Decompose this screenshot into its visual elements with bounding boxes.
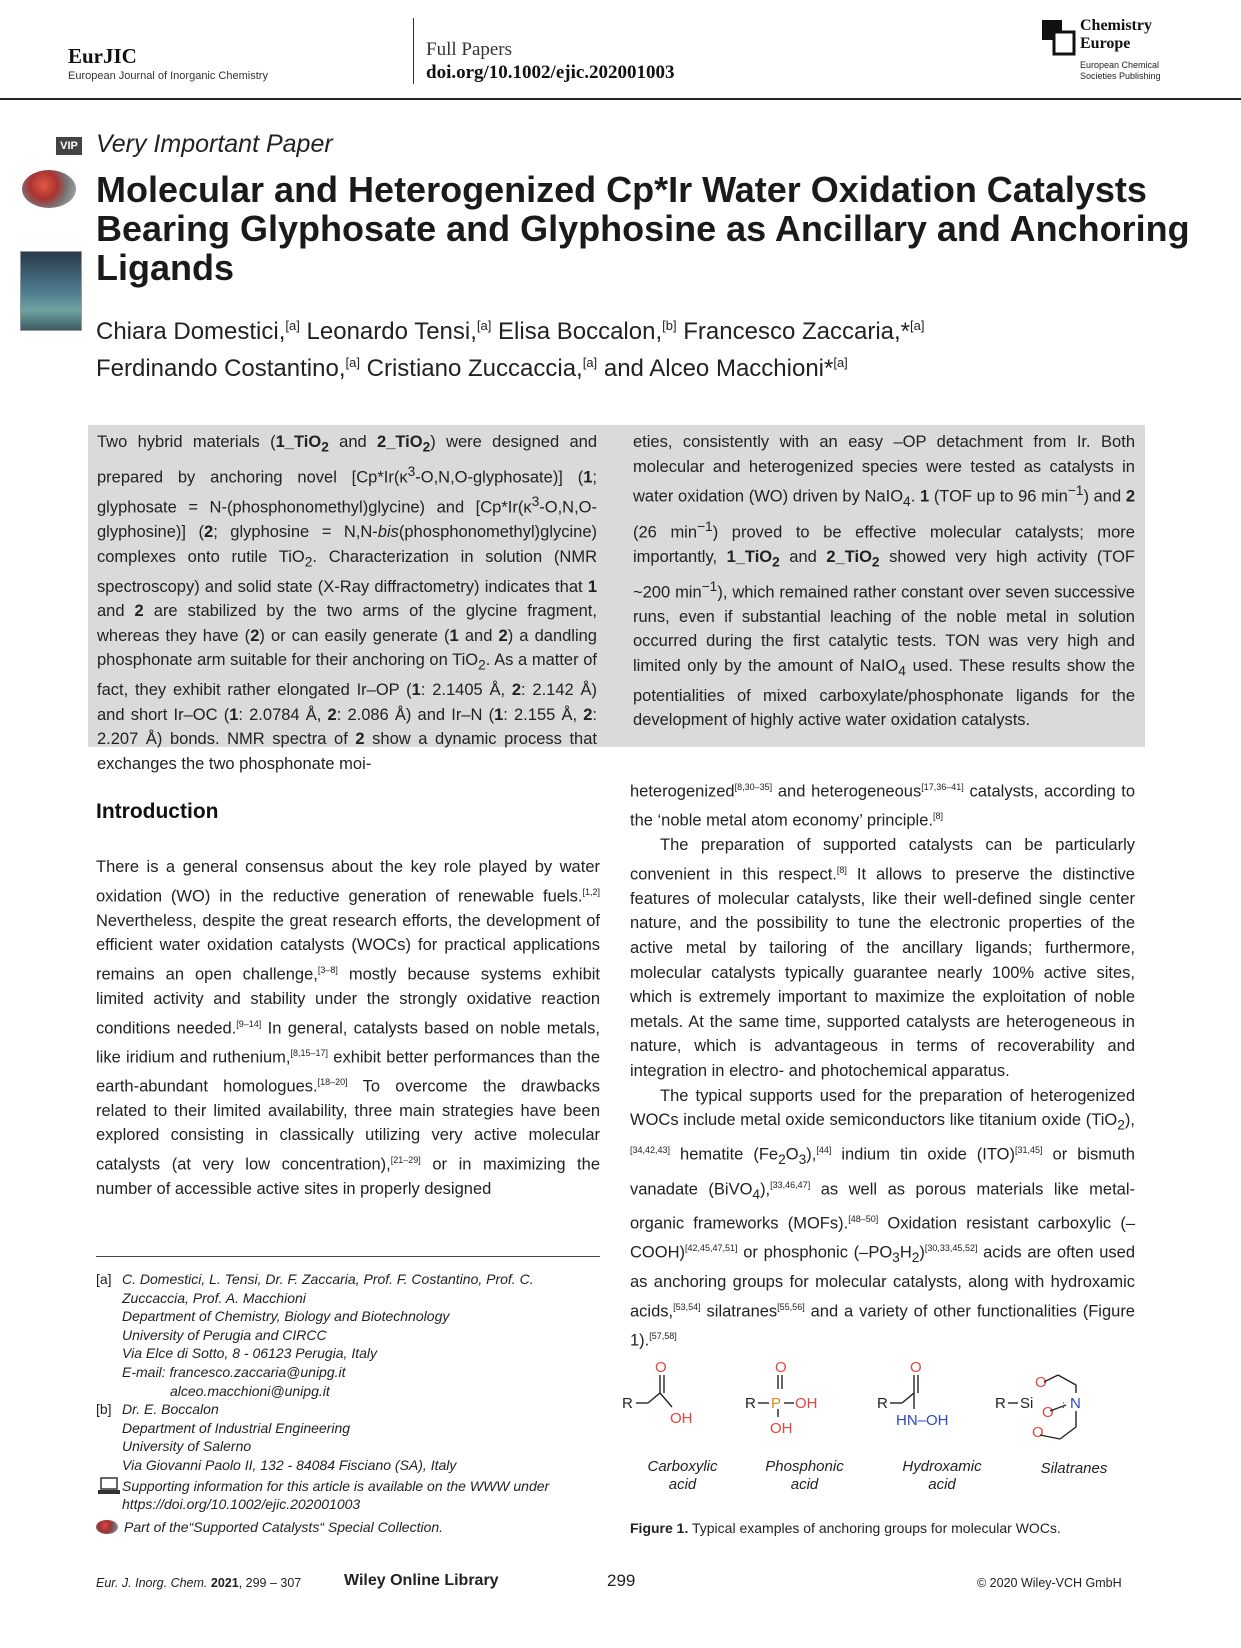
oxygen-atom-label: O bbox=[655, 1359, 667, 1376]
figure-label-carboxylic bbox=[630, 1458, 735, 1494]
author-name: Chiara Domestici, bbox=[96, 318, 286, 345]
section-heading-introduction: Introduction bbox=[96, 800, 219, 823]
hn-oh-label: HN–OH bbox=[896, 1412, 949, 1429]
affiliation-a-key: [a] bbox=[96, 1271, 112, 1287]
affiliation-a-line: Department of Chemistry, Biology and Biotechnology bbox=[122, 1308, 450, 1325]
author-name: Cristiano Zuccaccia, bbox=[366, 355, 583, 382]
hydroxamic-acid-structure bbox=[877, 1359, 949, 1429]
collection-sphere-small-icon bbox=[96, 1520, 118, 1534]
figure-label-line: acid bbox=[928, 1476, 956, 1493]
chemistry-europe-logo-icon bbox=[1042, 20, 1074, 54]
hydroxyl-label: OH bbox=[670, 1410, 693, 1427]
affiliation-a-email[interactable]: E-mail: francesco.zaccaria@unipg.it bbox=[122, 1363, 346, 1380]
oxygen-atom-label: O bbox=[1032, 1424, 1044, 1441]
oxygen-atom-label: O bbox=[1042, 1404, 1054, 1421]
affiliation-b bbox=[96, 1400, 602, 1474]
header-rule bbox=[0, 98, 1241, 100]
intro-left-column bbox=[96, 855, 600, 1202]
affiliation-a-email-2[interactable]: alceo.macchioni@unipg.it bbox=[170, 1382, 330, 1399]
author-affiliation-marker: [a] bbox=[285, 318, 300, 333]
affiliation-a-line: Via Elce di Sotto, 8 - 06123 Perugia, Italy bbox=[122, 1345, 378, 1362]
copyright: © 2020 Wiley-VCH GmbH bbox=[977, 1576, 1122, 1590]
oxygen-atom-label: O bbox=[910, 1359, 922, 1376]
author-affiliation-marker: [a] bbox=[833, 355, 848, 370]
publisher-name bbox=[1080, 17, 1152, 53]
footer-year: 2021 bbox=[210, 1576, 239, 1590]
author-name: Elisa Boccalon, bbox=[498, 318, 663, 345]
figure-caption-label: Figure 1. bbox=[630, 1520, 689, 1536]
journal-full-name: European Journal of Inorganic Chemistry bbox=[68, 70, 268, 82]
intro-paragraph-1: There is a general consensus about the key role played by water oxidation (WO) in the reductive generation of renewable fuels.[1,2] Nevertheless, despite the great research efforts, the development of efficient water oxidation catalysts (WOCs) for practical applications remains an open challenge,[3–8] mostly because systems exhibit limited activity and stability under the strongly oxidative reaction conditions needed.[9–14] In general, catalysts based on noble metals, like iridium and ruthenium,[8,15–17] exhibit better performances than the earth-abundant homologues.[18–20] To overcome the drawbacks related to their limited availability, three main strategies have been explored consisting in classically utilizing very active molecular catalysts (at very low concentration),[21–29] or in maximizing the number of accessible active sites in properly designed bbox=[96, 858, 600, 1199]
figure-label-silatranes bbox=[1024, 1460, 1124, 1478]
affiliation-a-names: C. Domestici, L. Tensi, Dr. F. Zaccaria, Prof. F. Costantino, Prof. C. Zuccaccia, Prof. A. Macchioni bbox=[122, 1271, 534, 1306]
phosphorus-atom-label: P bbox=[771, 1395, 782, 1412]
publisher-sub-line-2: Societies Publishing bbox=[1080, 71, 1161, 81]
affiliations-footnote bbox=[96, 1270, 602, 1536]
supporting-info-note bbox=[96, 1477, 602, 1514]
author-affiliation-marker: [a] bbox=[582, 355, 598, 370]
figure-label-line: acid bbox=[668, 1476, 697, 1493]
special-collection-note bbox=[96, 1518, 602, 1537]
page-number: 299 bbox=[607, 1571, 636, 1590]
author-affiliation-marker: [a] bbox=[345, 355, 360, 370]
doi-link[interactable]: doi.org/10.1002/ejic.202001003 bbox=[426, 62, 675, 83]
header-divider bbox=[413, 18, 414, 84]
author-name: Leonardo Tensi, bbox=[306, 318, 477, 345]
r-group-label: R bbox=[745, 1395, 756, 1412]
hydroxyl-label: OH bbox=[795, 1395, 818, 1412]
nitrogen-atom-label: N bbox=[1070, 1395, 1081, 1412]
author-name: Ferdinando Costantino, bbox=[96, 355, 346, 382]
article-type: Full Papers bbox=[426, 39, 513, 60]
figure-label-line: Phosphonic bbox=[765, 1458, 844, 1475]
author-name: Francesco Zaccaria,* bbox=[683, 318, 911, 345]
abstract-right-column: eties, consistently with an easy –OP detachment from Ir. Both molecular and heterogenized species were tested as catalysts in water oxidation (WO) driven by NaIO$_4$. 1 (TOF up to 96 $\min^{-1}$) and 2 (26 $\min^{-1}$) proved to be effective molecular catalysts; more importantly, 1_TiO$_2$ and 2_TiO$_2$ showed very high activity (TOF ~200 $\min^{-1}$), which remained rather constant over seven successive runs, even if substantial leaching of the noble metal in solution occurred during the first catalytic tests. TON was very high and limited only by the amount of NaIO$_4$ used. These results show the potentialities of mixed carboxylate/phosphonate ligands for the development of highly active water oxidation catalysts. bbox=[633, 433, 1136, 730]
silatrane-structure bbox=[995, 1374, 1081, 1441]
r-group-label: R bbox=[622, 1395, 633, 1412]
author-list bbox=[96, 310, 1196, 384]
author-affiliation-marker: [a] bbox=[910, 318, 925, 333]
intro-paragraph-2: The preparation of supported catalysts can be particularly convenient in this respect.[8] It allows to preserve the distinctive features of molecular catalysts, like their well-defined single center nature, and the possibility to tune the electronic properties of the active metal by tailoring of the ancillary ligands; furthermore, molecular catalysts typically guarantee nearly 100% active sites, which is extremely important to maximize the exploitation of noble metals. At the same time, supported catalysts are heterogeneous in nature, which is advantageous in terms of recoverability and integration in electro- and photochemical apparatus. bbox=[630, 836, 1135, 1081]
footer-journal: Eur. J. Inorg. Chem. bbox=[96, 1576, 208, 1590]
article-title: Molecular and Heterogenized Cp*Ir Water Oxidation Catalysts Bearing Glyphosate and Glyphosine as Ancillary and Anchoring Ligands bbox=[96, 169, 1190, 288]
r-group-label: R bbox=[995, 1395, 1006, 1412]
journal-logo: EurJIC bbox=[68, 44, 137, 68]
journal-cover-image bbox=[20, 251, 82, 331]
collection-sphere-icon bbox=[22, 170, 76, 208]
figure-label-line: Silatranes bbox=[1040, 1460, 1108, 1477]
intro-right-column bbox=[630, 775, 1135, 1353]
supporting-info-link[interactable]: Supporting information for this article is available on the WWW under https://doi.org/10.1002/ejic.202001003 bbox=[122, 1477, 550, 1513]
author-line-1 bbox=[96, 310, 1196, 347]
author-affiliation-marker: [b] bbox=[662, 318, 677, 333]
publisher-sub-line-1: European Chemical bbox=[1080, 60, 1160, 70]
author-affiliation-marker: [a] bbox=[476, 318, 492, 333]
oxygen-atom-label: O bbox=[1035, 1374, 1047, 1391]
phosphonic-acid-structure bbox=[745, 1359, 818, 1437]
publisher-name-line-1: Chemistry bbox=[1080, 17, 1152, 34]
carboxylic-acid-structure bbox=[622, 1359, 693, 1427]
footer-citation bbox=[96, 1576, 301, 1590]
affiliation-b-key: [b] bbox=[96, 1401, 112, 1418]
vip-label: Very Important Paper bbox=[96, 130, 333, 158]
affiliation-b-line: University of Salerno bbox=[122, 1438, 252, 1455]
figure-label-line: Hydroxamic bbox=[902, 1458, 982, 1475]
figure-label-hydroxamic bbox=[887, 1458, 997, 1494]
intro-paragraph-3: The typical supports used for the preparation of heterogenized WOCs include metal oxide semiconductors like titanium oxide (TiO$_2$),[34,42,43] hematite $(Fe_2O_3),[44]$ indium tin oxide (ITO)[31,45] or bismuth vanadate (BiVO$_4$),[33,46,47] as well as porous materials like metal-organic frameworks (MOFs).[48–50] Oxidation resistant carboxylic (–COOH)[42,45,47,51] or phosphonic $(-PO_3H_2)[30,33,45,52]$ acids are often used as anchoring groups for molecular catalysts, along with hydroxamic acids,[53,54] silatranes[55,56] and a variety of other functionalities (Figure 1).[57,58] bbox=[630, 1086, 1136, 1350]
affiliation-a-line: University of Perugia and CIRCC bbox=[122, 1326, 327, 1343]
hydroxyl-label: OH bbox=[770, 1420, 793, 1437]
silicon-atom-label: Si bbox=[1020, 1395, 1034, 1412]
figure-label-line: acid bbox=[790, 1476, 819, 1493]
figure-1-caption bbox=[630, 1520, 1061, 1536]
laptop-icon bbox=[96, 1477, 122, 1495]
author-name: and Alceo Macchioni* bbox=[603, 355, 834, 382]
publisher-subtitle bbox=[1080, 60, 1161, 82]
author-line-2 bbox=[96, 347, 1196, 384]
affiliation-b-line: Via Giovanni Paolo II, 132 - 84084 Fisciano (SA), Italy bbox=[122, 1456, 457, 1473]
abstract-left-column: Two hybrid materials (1_TiO$_2$ and 2_TiO$_2$) were designed and prepared by anchoring novel $[Cp*Ir(\kappa^3-O,N,O-glyphosate)]$ (1; glyphosate = N-(phosphonomethyl)glycine) and $[Cp*Ir(\kappa^3-O,N,O-glyphosine)]$ (2; glyphosine = N,N-bis(phosphonomethyl)glycine) complexes onto rutile TiO$_2$. Characterization in solution (NMR spectroscopy) and solid state (X-Ray diffractometry) indicates that 1 and 2 are stabilized by the two arms of the glycine fragment, whereas they have (2) or can easily generate (1 and 2) a dandling phosphonate arm suitable for their anchoring on TiO$_2$. As a matter of fact, they exhibit rather elongated Ir–OP (1: 2.1405 Å, 2: 2.142 Å) and short Ir–OC (1: 2.0784 Å, 2: 2.086 Å) and Ir–N (1: 2.155 Å, 2: 2.207 Å) bonds. NMR spectra of 2 show a dynamic process that exchanges the two phosphonate moi- bbox=[97, 433, 597, 774]
r-group-label: R bbox=[877, 1395, 888, 1412]
footnote-rule bbox=[96, 1256, 600, 1257]
wiley-online-library-link[interactable]: Wiley Online Library bbox=[344, 1572, 499, 1589]
oxygen-atom-label: O bbox=[775, 1359, 787, 1376]
affiliation-a bbox=[96, 1270, 602, 1400]
special-collection-text: Part of the“Supported Catalysts“ Special Collection. bbox=[124, 1518, 444, 1535]
affiliation-b-name: Dr. E. Boccalon bbox=[122, 1401, 219, 1418]
affiliation-b-line: Department of Industrial Engineering bbox=[122, 1419, 351, 1436]
figure-label-line: Carboxylic bbox=[647, 1458, 718, 1475]
figure-caption-text: Typical examples of anchoring groups for molecular WOCs. bbox=[688, 1520, 1061, 1536]
figure-label-phosphonic bbox=[752, 1458, 857, 1494]
lone-pair-dots: : bbox=[1062, 1400, 1065, 1411]
vip-badge: VIP bbox=[56, 137, 82, 155]
intro-paragraph-continued: heterogenized[8,30–35] and heterogeneous[17,36–41] catalysts, according to the ‘noble metal atom economy’ principle.[8] bbox=[630, 782, 1136, 830]
footer-pages: , 299 – 307 bbox=[238, 1576, 302, 1590]
publisher-name-line-2: Europe bbox=[1080, 35, 1131, 52]
